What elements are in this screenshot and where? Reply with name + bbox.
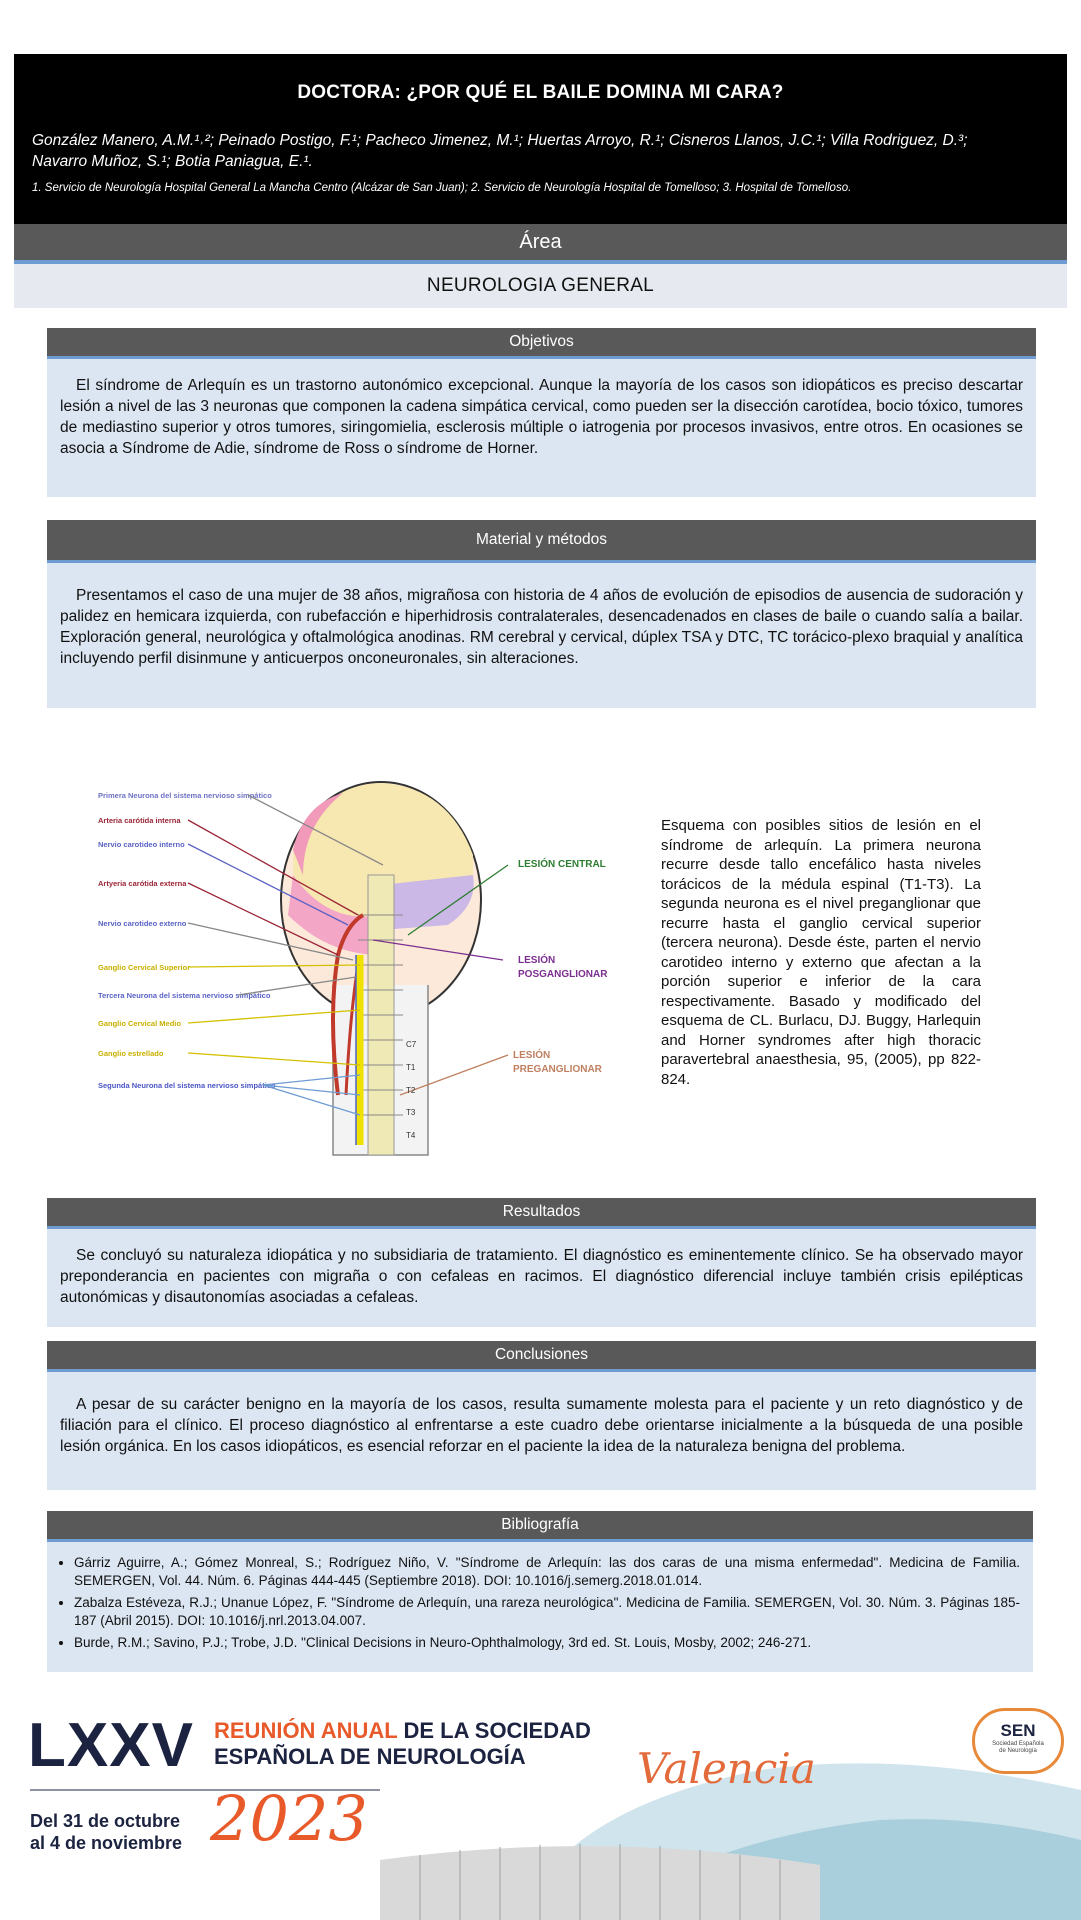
figure-caption: Esquema con posibles sitios de lesión en el síndrome de arlequín. La primera neurona recurre desde tallo encefálico hasta niveles torácicos de la médula espinal (T1-T3). La segunda neurona es el nivel preganglionar que recurre hasta el ganglio cervical superior (tercera neurona). Desde éste, parten el nervio carotideo interno y externo que afectan a la porción superior e inferior de la cara respectivamente. Basado y modificado del esquema de CL. Burlacu, DJ. Buggy, Harlequin and Horner syndromes after high thoracic paravertebral anaesthesia, 95, (2005), pp 822-824. <box>661 817 981 1088</box>
vertebra-c7: C7 <box>406 1040 417 1049</box>
label-arteria-carotida-externa: Artyeria carótida externa <box>98 879 187 888</box>
congress-dates-line-1: Del 31 de octubre <box>30 1811 181 1831</box>
metodos-heading: Material y métodos <box>47 520 1036 563</box>
label-ganglio-cervical-superior: Ganglio Cervical Superior <box>98 963 191 972</box>
affiliations: 1. Servicio de Neurología Hospital General La Mancha Centro (Alcázar de San Juan); 2. Servicio de Neurología Hospital de Tomelloso; 3. Hospital de Tomelloso. <box>32 182 852 194</box>
conclusiones-body <box>47 1372 1036 1490</box>
label-primera-neurona: Primera Neurona del sistema nervioso simpático <box>98 791 272 800</box>
anatomy-figure <box>88 765 628 1165</box>
section-objetivos <box>47 328 1036 497</box>
vertebra-t1: T1 <box>406 1063 416 1072</box>
vertebra-t2: T2 <box>406 1086 416 1095</box>
metodos-text: Presentamos el caso de una mujer de 38 años, migrañosa con historia de 4 años de evolución de episodios de ausencia de sudoración y palidez en hemicara izquierda, con rubefacción e hiperhidrosis contralaterales, desencadenados en clases de baile o cuando salía a bailar. Exploración general, neurológica y oftalmológica anodinas. RM cerebral y cervical, dúplex TSA y DTC, TC torácico-plexo braquial y analítica incluyendo perfil disinmune y anticuerpos onconeuronales, sin alteraciones. <box>60 587 1023 667</box>
label-lesion-central: LESIÓN CENTRAL <box>518 859 606 870</box>
congress-name-part-3: ESPAÑOLA DE NEUROLOGÍA <box>214 1744 526 1769</box>
congress-banner <box>0 1690 1081 1920</box>
congress-dates <box>30 1810 182 1854</box>
section-bibliografia <box>47 1511 1033 1672</box>
authors-line-2: Navarro Muñoz, S.¹; Botia Paniagua, E.¹. <box>32 153 313 170</box>
reference-list <box>60 1554 1020 1652</box>
poster-title: DOCTORA: ¿POR QUÉ EL BAILE DOMINA MI CARA? <box>297 82 784 103</box>
label-ganglio-cervical-medio: Ganglio Cervical Medio <box>98 1019 181 1028</box>
congress-name-part-2: DE LA SOCIEDAD <box>403 1718 591 1743</box>
area-value: NEUROLOGIA GENERAL <box>14 264 1067 308</box>
resultados-heading: Resultados <box>47 1198 1036 1229</box>
authors <box>32 130 1049 172</box>
label-lesion-posganglionar-2: POSGANGLIONAR <box>518 969 608 980</box>
congress-dates-line-2: al 4 de noviembre <box>30 1833 183 1853</box>
label-segunda-neurona: Segunda Neurona del sistema nervioso simpático <box>98 1081 276 1090</box>
reference-item: • Gárriz Aguirre, A.; Gómez Monreal, S.; Rodríguez Niño, V. "Síndrome de Arlequín: las dos caras de una misma enfermedad". Medicina de Familia. SEMERGEN, Vol. 44. Núm. 6. Páginas 444-445 (Septiembre 2018). DOI: 10.1016/j.semerg.2018.01.014. <box>74 1554 1020 1590</box>
label-lesion-preganglionar-1: LESIÓN <box>513 1050 551 1061</box>
label-lesion-preganglionar-2: PREGANGLIONAR <box>513 1064 602 1075</box>
congress-name <box>214 1718 591 1770</box>
congress-year: 2023 <box>210 1782 368 1855</box>
authors-line-1: González Manero, A.M.¹˒²; Peinado Postigo, F.¹; Pacheco Jimenez, M.¹; Huertas Arroyo, R.¹; Cisneros Llanos, J.C.¹; Villa Rodriguez, D.³; <box>32 132 968 149</box>
bibliografia-body <box>47 1542 1033 1672</box>
reference-item: • Burde, R.M.; Savino, P.J.; Trobe, J.D. "Clinical Decisions in Neuro-Ophthalmology, 3rd ed. St. Louis, Mosby, 2002; 246-271. <box>74 1634 1020 1652</box>
section-resultados <box>47 1198 1036 1327</box>
reference-item: • Zabalza Estéveza, R.J.; Unanue López, F. "Síndrome de Arlequín, una rareza neurológica". Medicina de Familia. SEMERGEN, Vol. 30. Núm. 3. Páginas 185-187 (Abril 2015). DOI: 10.1016/j.nrl.2013.04.007. <box>74 1594 1020 1630</box>
vertebra-t4: T4 <box>406 1131 416 1140</box>
metodos-body <box>47 563 1036 708</box>
label-ganglio-estrellado: Ganglio estrellado <box>98 1049 164 1058</box>
sympathetic-chain-diagram <box>88 765 628 1165</box>
objetivos-text: El síndrome de Arlequín es un trastorno autonómico excepcional. Aunque la mayoría de los casos son idiopáticos es preciso descartar lesión a nivel de las 3 neuronas que componen la cadena simpática cervical, como pueden ser la disección carotídea, bocio tóxico, tumores de mediastino superior y otros tumores, siringomielia, esclerosis múltiple o iatrogenia por procesos invasivos, entre otros. En ocasiones se asocia a Síndrome de Adie, síndrome de Ross o síndrome de Horner. <box>60 377 1023 457</box>
sen-logo <box>972 1708 1064 1774</box>
congress-city: Valencia <box>637 1744 816 1793</box>
resultados-body <box>47 1229 1036 1327</box>
label-nervio-carotideo-externo: Nervio carotideo externo <box>98 919 187 928</box>
sen-logo-sub-2: de Neurología <box>999 1748 1037 1754</box>
resultados-text: Se concluyó su naturaleza idiopática y no subsidiaria de tratamiento. El diagnóstico es eminentemente clínico. Se ha observado mayor preponderancia en pacientes con migraña o con cefaleas en racimos. El diagnóstico diferencial incluye también crisis epilépticas autonómicas y disautonomías asociadas a cefaleas. <box>60 1247 1023 1306</box>
bibliografia-heading: Bibliografía <box>47 1511 1033 1542</box>
conclusiones-text: A pesar de su carácter benigno en la mayoría de los casos, resulta sumamente molesta para el paciente y un reto diagnóstico y de filiación para el clínico. El proceso diagnóstico al enfrentarse a este cuadro debe orientarse inicialmente a la búsqueda de una posible lesión orgánica. En los casos idiopáticos, es esencial reforzar en el paciente la idea de la naturaleza benigna del problema. <box>60 1396 1023 1455</box>
label-arteria-carotida-interna: Arteria carótida interna <box>98 816 181 825</box>
label-tercera-neurona: Tercera Neurona del sistema nervioso simpático <box>98 991 271 1000</box>
poster-header <box>14 54 1067 224</box>
label-nervio-carotideo-interno: Nervio carotideo interno <box>98 840 185 849</box>
sen-logo-text: SEN <box>1000 1721 1036 1740</box>
label-lesion-posganglionar-1: LESIÓN <box>518 955 556 966</box>
section-metodos <box>47 520 1036 708</box>
vertebra-t3: T3 <box>406 1108 416 1117</box>
section-conclusiones <box>47 1341 1036 1490</box>
sen-logo-sub-1: Sociedad Española <box>992 1741 1044 1747</box>
congress-name-part-1: REUNIÓN ANUAL <box>214 1718 398 1743</box>
congress-edition: LXXV <box>28 1711 194 1780</box>
objetivos-body <box>47 359 1036 497</box>
objetivos-heading: Objetivos <box>47 328 1036 359</box>
area-heading: Área <box>14 224 1067 264</box>
conclusiones-heading: Conclusiones <box>47 1341 1036 1372</box>
